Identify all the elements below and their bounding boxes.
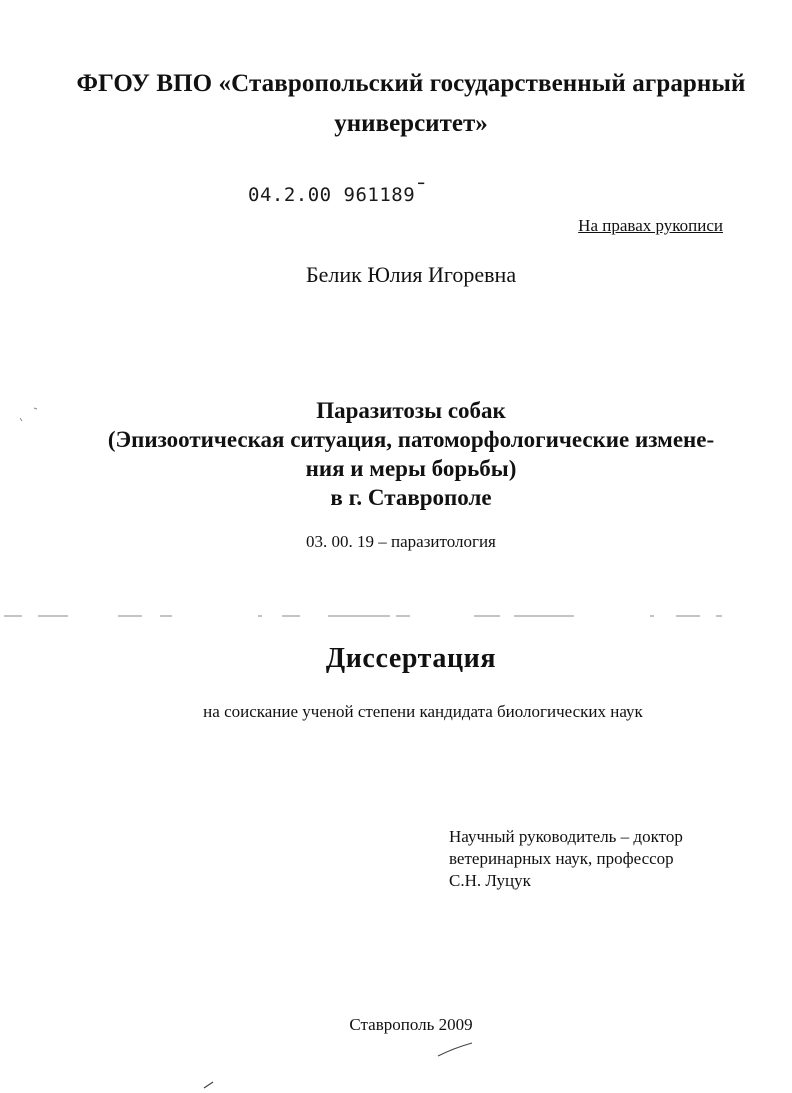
pen-stroke-mark	[436, 1040, 476, 1060]
title-line-4: в г. Ставрополе	[330, 485, 492, 510]
scientific-advisor	[449, 826, 683, 892]
author-name: Белик Юлия Игоревна	[306, 262, 517, 287]
institution-line-1: ФГОУ ВПО «Ставропольский государственный аграрный	[76, 70, 746, 97]
manuscript-rights-note: На правах рукописи	[578, 216, 723, 235]
advisor-line-1: Научный руководитель – доктор	[449, 827, 683, 846]
dissertation-title	[0, 396, 792, 512]
stamp-tick-mark: ▔	[418, 184, 425, 195]
city-year: Ставрополь 2009	[349, 1015, 473, 1034]
specialty-code: 03. 00. 19 – паразитология	[306, 532, 496, 551]
stamp-number: 04.2.00 961189	[248, 184, 416, 206]
pen-tick-mark	[202, 1080, 216, 1090]
institution-line-2: университет»	[334, 110, 488, 137]
degree-sought: на соискание ученой степени кандидата биологических наук	[203, 702, 643, 721]
scan-speck-left	[18, 406, 40, 424]
advisor-line-3: С.Н. Луцук	[449, 871, 531, 890]
title-line-1: Паразитозы собак	[316, 398, 506, 423]
scan-dash-artifacts	[0, 614, 792, 618]
library-stamp	[248, 184, 425, 206]
advisor-line-2: ветеринарных наук, профессор	[449, 849, 674, 868]
title-line-3: ния и меры борьбы)	[305, 456, 517, 481]
title-line-2: (Эпизоотическая ситуация, патоморфологические измене-	[107, 427, 715, 452]
document-type-heading: Диссертация	[325, 643, 497, 674]
